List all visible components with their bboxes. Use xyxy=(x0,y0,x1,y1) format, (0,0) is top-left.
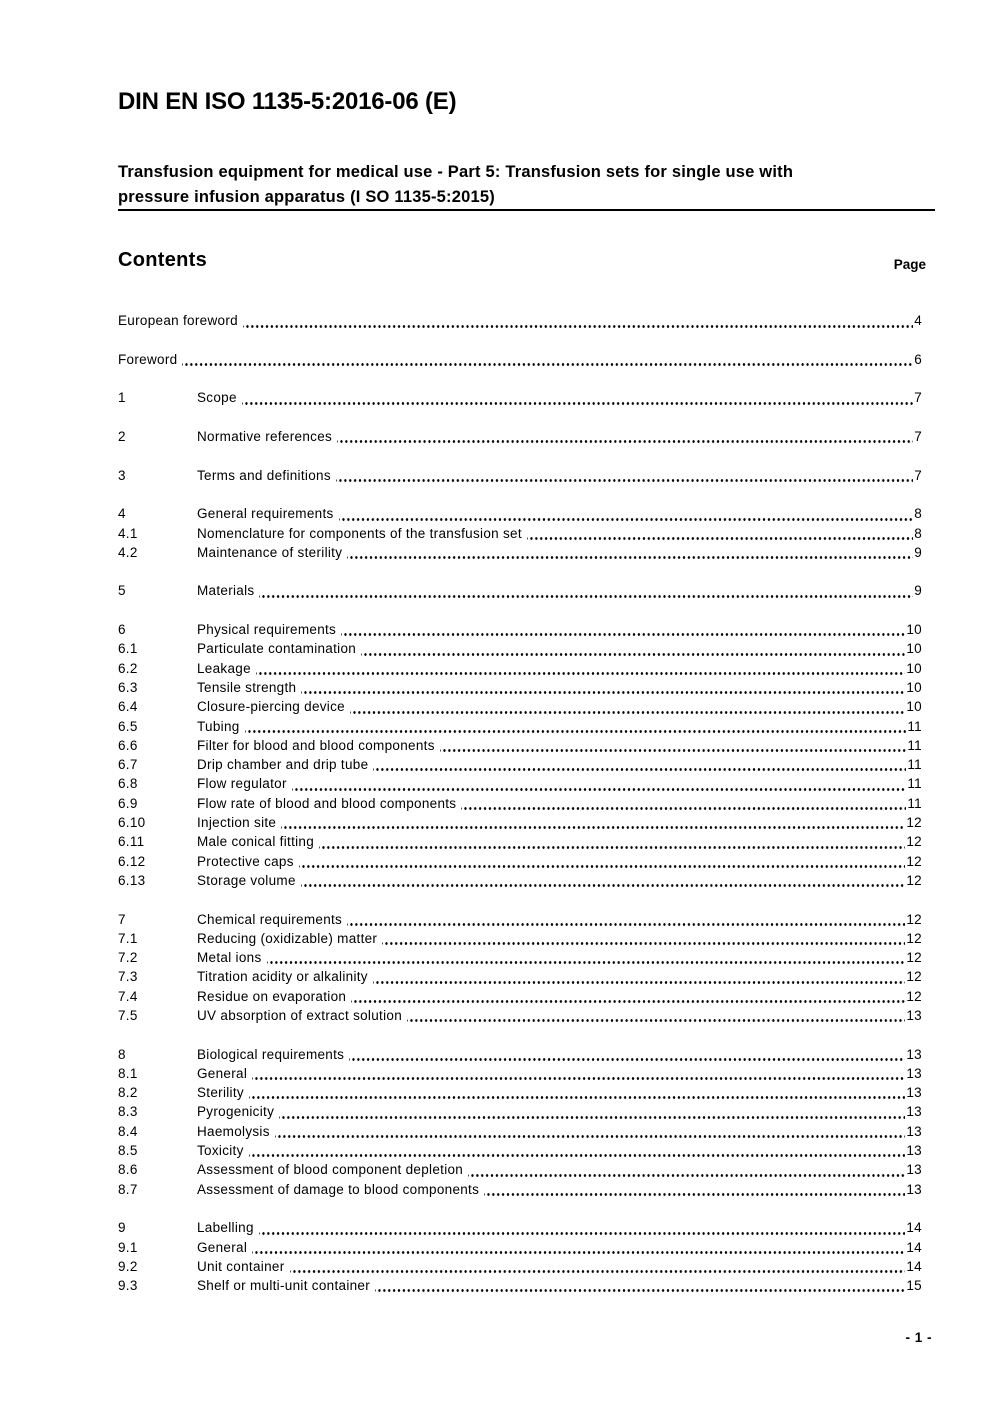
toc-entry-page-number: 11 xyxy=(907,776,922,792)
toc-entry-number: 6.9 xyxy=(118,795,138,811)
toc-entry xyxy=(118,311,922,330)
toc-entry-title: Particulate contamination xyxy=(197,641,357,657)
toc-entry xyxy=(118,427,922,446)
subtitle-line-1: Transfusion equipment for medical use - Part 5: Transfusion sets for single use with xyxy=(118,163,794,181)
dot-leader xyxy=(373,755,906,774)
toc-entry xyxy=(118,1238,922,1257)
dot-leader xyxy=(484,1180,905,1199)
toc-entry-number: 7.1 xyxy=(118,930,138,946)
dot-leader xyxy=(341,620,905,639)
toc-entry xyxy=(118,504,922,523)
toc-entry-page-number: 13 xyxy=(906,1007,922,1023)
dot-leader xyxy=(361,639,905,658)
contents-heading: Contents xyxy=(118,249,208,271)
toc-entry-number: 1 xyxy=(118,390,126,406)
toc-entry xyxy=(118,466,922,485)
dot-leader xyxy=(375,1276,905,1295)
toc-entry-number: 6 xyxy=(118,622,126,638)
toc-entry-title: Nomenclature for components of the transfusion set xyxy=(197,525,522,541)
toc-entry-title: Shelf or multi-unit container xyxy=(197,1278,371,1294)
toc-entry-number: 7.5 xyxy=(118,1007,138,1023)
toc-entry-title: Sterility xyxy=(197,1085,244,1101)
toc-entry-number: 8.3 xyxy=(118,1104,138,1120)
toc-entry-number: 6.7 xyxy=(118,757,138,773)
toc-entry xyxy=(118,581,922,600)
toc-entry-title: Biological requirements xyxy=(197,1046,345,1062)
dot-leader xyxy=(350,697,905,716)
toc-entry-number: 2 xyxy=(118,429,126,445)
dot-leader xyxy=(259,1218,906,1237)
toc-entry-page-number: 10 xyxy=(906,660,922,676)
toc-entry-page-number: 13 xyxy=(906,1065,922,1081)
title-underline-rule xyxy=(118,209,935,211)
toc-entry xyxy=(118,1276,922,1295)
toc-entry-title: Materials xyxy=(197,583,255,599)
toc-entry xyxy=(118,755,922,774)
dot-leader xyxy=(347,910,905,929)
toc-entry-number: 8.2 xyxy=(118,1085,138,1101)
dot-leader xyxy=(468,1160,905,1179)
toc-entry-page-number: 10 xyxy=(906,699,922,715)
dot-leader xyxy=(182,350,913,369)
toc-entry-page-number: 9 xyxy=(914,544,922,560)
toc-entry-page-number: 12 xyxy=(906,911,922,927)
toc-entry-title: General xyxy=(197,1065,248,1081)
dot-leader xyxy=(256,659,905,678)
dot-leader xyxy=(351,987,905,1006)
toc-entry-number: 6.11 xyxy=(118,834,145,850)
toc-entry-page-number: 11 xyxy=(907,737,922,753)
toc-entry xyxy=(118,620,922,639)
dot-leader xyxy=(252,1064,905,1083)
toc-entry-title: Pyrogenicity xyxy=(197,1104,275,1120)
toc-entry-title: Haemolysis xyxy=(197,1123,270,1139)
toc-entry-number: 7.2 xyxy=(118,950,138,966)
toc-entry xyxy=(118,852,922,871)
page-column-label: Page xyxy=(893,257,926,272)
toc-entry xyxy=(118,1083,922,1102)
toc-entry-number: 6.5 xyxy=(118,718,138,734)
footer-page-number: - 1 - xyxy=(905,1330,932,1345)
toc-entry-number: 7 xyxy=(118,911,126,927)
dot-leader xyxy=(319,832,905,851)
table-of-contents xyxy=(118,292,922,1295)
toc-entry-page-number: 13 xyxy=(906,1046,922,1062)
toc-entry-number: 4 xyxy=(118,506,126,522)
toc-entry xyxy=(118,1064,922,1083)
toc-entry-title: Reducing (oxidizable) matter xyxy=(197,930,378,946)
toc-entry-page-number: 13 xyxy=(906,1104,922,1120)
toc-entry-page-number: 13 xyxy=(906,1123,922,1139)
toc-entry-page-number: 11 xyxy=(907,757,922,773)
toc-entry-title: Storage volume xyxy=(197,872,296,888)
dot-leader xyxy=(373,967,906,986)
toc-entry-page-number: 10 xyxy=(906,679,922,695)
toc-entry xyxy=(118,967,922,986)
toc-entry-page-number: 6 xyxy=(914,351,922,367)
toc-entry-page-number: 12 xyxy=(906,988,922,1004)
dot-leader xyxy=(440,736,907,755)
toc-entry-number: 6.10 xyxy=(118,815,146,831)
toc-entry-title: Leakage xyxy=(197,660,251,676)
toc-entry-title: Protective caps xyxy=(197,853,294,869)
toc-entry-title: Filter for blood and blood components xyxy=(197,737,435,753)
toc-entry-page-number: 14 xyxy=(906,1239,922,1255)
toc-entry xyxy=(118,639,922,658)
toc-entry xyxy=(118,1141,922,1160)
toc-entry-title: Toxicity xyxy=(197,1143,244,1159)
toc-entry-title: Chemical requirements xyxy=(197,911,343,927)
dot-leader xyxy=(267,948,906,967)
toc-entry xyxy=(118,1257,922,1276)
toc-entry xyxy=(118,717,922,736)
toc-entry-page-number: 14 xyxy=(906,1258,922,1274)
dot-leader xyxy=(242,388,913,407)
toc-entry-page-number: 13 xyxy=(906,1085,922,1101)
toc-entry xyxy=(118,543,922,562)
dot-leader xyxy=(347,543,913,562)
dot-leader xyxy=(301,871,906,890)
toc-entry-page-number: 9 xyxy=(914,583,922,599)
toc-entry-page-number: 10 xyxy=(906,641,922,657)
toc-entry xyxy=(118,1006,922,1025)
toc-entry-page-number: 13 xyxy=(906,1181,922,1197)
toc-entry-number: 9.3 xyxy=(118,1278,138,1294)
toc-entry-page-number: 8 xyxy=(914,506,922,522)
toc-entry-title: Flow regulator xyxy=(197,776,287,792)
toc-entry-title: General requirements xyxy=(197,506,334,522)
toc-entry xyxy=(118,678,922,697)
dot-leader xyxy=(407,1006,905,1025)
toc-entry-page-number: 12 xyxy=(906,872,922,888)
toc-entry-title: Injection site xyxy=(197,815,277,831)
toc-entry-number: 8.7 xyxy=(118,1181,138,1197)
toc-entry-number: 9 xyxy=(118,1220,126,1236)
toc-entry-title: Tubing xyxy=(197,718,240,734)
toc-entry-number: 6.3 xyxy=(118,679,138,695)
toc-entry-number: 8 xyxy=(118,1046,126,1062)
toc-entry-page-number: 15 xyxy=(906,1278,922,1294)
dot-leader xyxy=(245,717,907,736)
toc-entry-title: Tensile strength xyxy=(197,679,297,695)
toc-entry-page-number: 11 xyxy=(907,795,922,811)
toc-entry xyxy=(118,1218,922,1237)
toc-entry xyxy=(118,948,922,967)
toc-entry-number: 8.5 xyxy=(118,1143,138,1159)
toc-entry-number: 6.6 xyxy=(118,737,138,753)
document-subtitle xyxy=(118,160,935,210)
dot-leader xyxy=(301,678,905,697)
toc-entry-title: Assessment of damage to blood components xyxy=(197,1181,480,1197)
toc-entry-title: Assessment of blood component depletion xyxy=(197,1162,464,1178)
toc-entry-number: 9.2 xyxy=(118,1258,138,1274)
toc-entry-page-number: 8 xyxy=(914,525,922,541)
toc-entry xyxy=(118,929,922,948)
dot-leader xyxy=(249,1141,906,1160)
toc-entry-number: 6.12 xyxy=(118,853,146,869)
dot-leader xyxy=(339,504,914,523)
toc-entry-page-number: 7 xyxy=(914,429,922,445)
toc-entry-title: Titration acidity or alkalinity xyxy=(197,969,368,985)
toc-entry-number: 8.6 xyxy=(118,1162,138,1178)
toc-entry-title: Drip chamber and drip tube xyxy=(197,757,369,773)
toc-entry-title: Metal ions xyxy=(197,950,262,966)
dot-leader xyxy=(259,581,913,600)
toc-entry-number: 8.4 xyxy=(118,1123,138,1139)
toc-entry-page-number: 14 xyxy=(906,1220,922,1236)
toc-entry-number: 6.4 xyxy=(118,699,138,715)
toc-entry xyxy=(118,832,922,851)
toc-entry xyxy=(118,524,922,543)
toc-entry-page-number: 12 xyxy=(906,834,922,850)
dot-leader xyxy=(290,1257,906,1276)
toc-entry-title: Scope xyxy=(197,390,237,406)
toc-entry xyxy=(118,659,922,678)
dot-leader xyxy=(249,1083,905,1102)
dot-leader xyxy=(252,1238,905,1257)
dot-leader xyxy=(382,929,905,948)
dot-leader xyxy=(349,1045,905,1064)
toc-entry-page-number: 4 xyxy=(914,313,922,329)
toc-entry-number: 6.1 xyxy=(118,641,138,657)
toc-entry xyxy=(118,350,922,369)
toc-entry xyxy=(118,1180,922,1199)
toc-entry-title: Maintenance of sterility xyxy=(197,544,343,560)
toc-entry-title: Residue on evaporation xyxy=(197,988,347,1004)
toc-entry-page-number: 11 xyxy=(907,718,922,734)
toc-entry-number: 7.4 xyxy=(118,988,138,1004)
dot-leader xyxy=(292,774,907,793)
toc-entry-title: Foreword xyxy=(118,351,178,367)
toc-entry-page-number: 13 xyxy=(906,1162,922,1178)
toc-entry-number: 6.13 xyxy=(118,872,146,888)
toc-entry-number: 4.2 xyxy=(118,544,138,560)
toc-entry-title: Closure-piercing device xyxy=(197,699,345,715)
toc-entry-number: 7.3 xyxy=(118,969,138,985)
toc-entry-number: 8.1 xyxy=(118,1065,138,1081)
toc-entry xyxy=(118,774,922,793)
toc-entry-number: 6.2 xyxy=(118,660,138,676)
toc-entry-title: Physical requirements xyxy=(197,622,337,638)
toc-entry-page-number: 10 xyxy=(906,622,922,638)
toc-entry-page-number: 12 xyxy=(906,950,922,966)
toc-entry-title: General xyxy=(197,1239,248,1255)
dot-leader xyxy=(299,852,906,871)
toc-entry xyxy=(118,910,922,929)
toc-entry-title: Terms and definitions xyxy=(197,467,331,483)
document-title: DIN EN ISO 1135-5:2016-06 (E) xyxy=(118,88,457,115)
toc-entry-number: 6.8 xyxy=(118,776,138,792)
dot-leader xyxy=(279,1102,905,1121)
toc-entry-page-number: 7 xyxy=(914,467,922,483)
toc-entry xyxy=(118,987,922,1006)
toc-entry-title: UV absorption of extract solution xyxy=(197,1007,403,1023)
dot-leader xyxy=(527,524,913,543)
dot-leader xyxy=(336,466,913,485)
toc-entry xyxy=(118,813,922,832)
toc-entry xyxy=(118,794,922,813)
toc-entry xyxy=(118,388,922,407)
toc-entry-page-number: 12 xyxy=(906,853,922,869)
toc-entry xyxy=(118,1122,922,1141)
toc-entry-page-number: 7 xyxy=(914,390,922,406)
dot-leader xyxy=(243,311,913,330)
toc-entry-number: 5 xyxy=(118,583,126,599)
toc-entry-page-number: 12 xyxy=(906,969,922,985)
toc-entry xyxy=(118,736,922,755)
toc-entry-title: Labelling xyxy=(197,1220,254,1236)
toc-entry-title: Unit container xyxy=(197,1258,285,1274)
toc-entry xyxy=(118,1102,922,1121)
toc-entry xyxy=(118,697,922,716)
toc-entry-title: Normative references xyxy=(197,429,333,445)
dot-leader xyxy=(337,427,913,446)
toc-entry xyxy=(118,1045,922,1064)
toc-entry xyxy=(118,871,922,890)
subtitle-line-2: pressure infusion apparatus (I SO 1135-5:2015) xyxy=(118,188,495,206)
toc-entry xyxy=(118,1160,922,1179)
toc-entry-title: Flow rate of blood and blood components xyxy=(197,795,457,811)
toc-entry-page-number: 12 xyxy=(906,815,922,831)
toc-entry-title: European foreword xyxy=(118,313,238,329)
toc-entry-number: 3 xyxy=(118,467,126,483)
toc-entry-page-number: 12 xyxy=(906,930,922,946)
toc-entry-title: Male conical fitting xyxy=(197,834,315,850)
toc-entry-number: 9.1 xyxy=(118,1239,138,1255)
toc-entry-page-number: 13 xyxy=(906,1143,922,1159)
dot-leader xyxy=(461,794,906,813)
dot-leader xyxy=(275,1122,906,1141)
toc-entry-number: 4.1 xyxy=(118,525,138,541)
dot-leader xyxy=(281,813,905,832)
